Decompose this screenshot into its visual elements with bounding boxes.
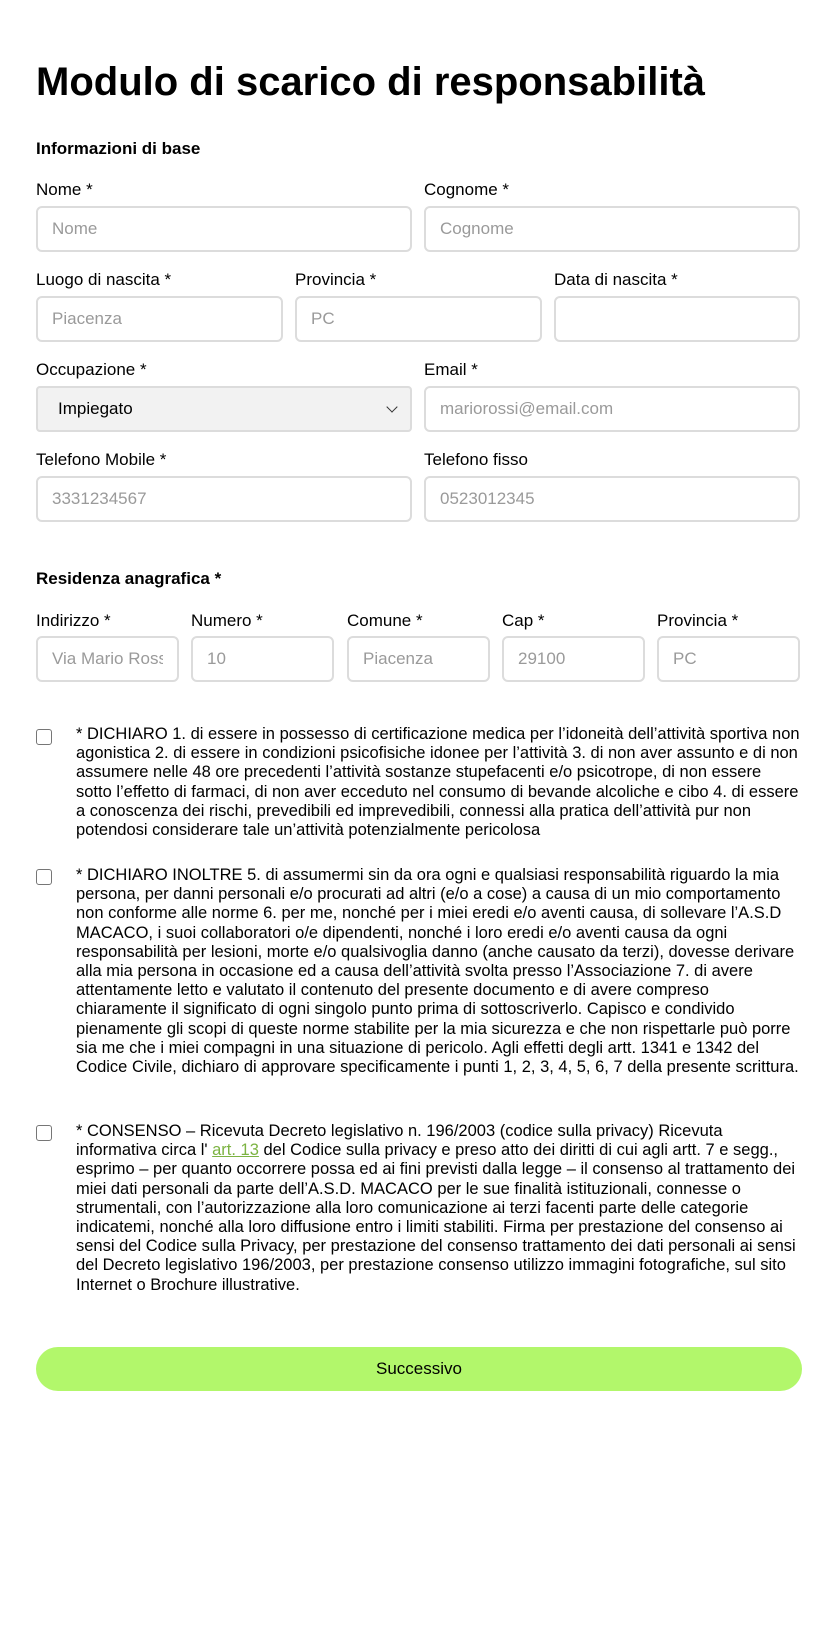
art-13-link[interactable]: art. 13 [212,1141,259,1160]
consenso-text-body: del Codice sulla privacy e preso atto dei diritti di cui agli artt. 7 e segg., esprimo – per quanto occorrere possa ed ai fini previsti dalla legge – il consenso al trattamento dei miei dati personali da parte dell’A.S.D. MACACO per le sue finalità istituzionali, connesse o strumentali, con l’autorizzazione alla loro comunicazione ai terzi facenti parte delle categorie indicatemi, nonché alla loro diffusione entro i limiti stabiliti. Firma per prestazione del consenso ai sensi del Codice sulla Privacy, per prestazione del consenso trattamento dei dati personali ai sensi del Decreto legislativo 196/2003, per prestazione consenso utilizzo immagini fotografiche, sul sito Internet o Brochure illustrative. [76,1141,796,1294]
cap-label: Cap * [502,611,545,630]
dichiaro-inoltre-text: * DICHIARO INOLTRE 5. di assumermi sin da ora ogni e qualsiasi responsabilità riguardo la mia persona, per danni personali e/o procurati ad altri (e/o a cose) a causa di un mio comportamento non conforme alle norme 6. per me, nonché per i miei eredi e/o aventi causa, di sollevare l’A.S.D MACACO, i suoi collaboratori o/e dipendenti, nonché i loro eredi e/o aventi causa da ogni responsabilità per lesioni, morte e/o qualsivoglia danno (anche causato da terzi), dovesse derivare alla mia persona in occasione ed a causa dell’attività svolta presso l’Associazione 7. di avere attentamente letto e valutato il contenuto del presente documento e di avere compreso chiaramente il significato di ogni singolo punto prima di sottoscriverlo. Capisco e condivido pienamente gli scopi di queste norme stabilite per la mia sicurezza e che non rispettarle può porre sia me che i miei compagni in una situazione di pericolo. Agli effetti degli artt. 1341 e 1342 del Codice Civile, dichiaro di approvare specificamente i punti 1, 2, 3, 4, 5, 6, 7 della presente scrittura. [76,866,799,1077]
luogo-nascita-input[interactable] [36,296,283,342]
data-nascita-input[interactable] [554,296,800,342]
page-title: Modulo di scarico di responsabilità [36,60,706,104]
indirizzo-input[interactable] [36,636,179,682]
email-label: Email * [424,360,478,379]
provincia-nascita-input[interactable] [295,296,542,342]
email-input[interactable] [424,386,800,432]
nome-label: Nome * [36,180,93,199]
occupazione-selected-value: Impiegato [58,399,133,418]
occupazione-label: Occupazione * [36,360,147,379]
dichiaro-text: * DICHIARO 1. di essere in possesso di certificazione medica per l’idoneità dell’attività sportiva non agonistica 2. di essere in condizioni psicofisiche idonee per l’attività 3. di non aver assunto e di non assumere nelle 48 ore precedenti l’attività sostanze stupefacenti e/o psicotrope, di non essere sotto l’effetto di farmaci, di non aver ecceduto nel consumo di bevande alcoliche e cibo 4. di essere a conoscenza dei rischi, prevedibili ed imprevedibili, connessi alla pratica dell’attività pur non potendosi considerare tale un’attività potenzialmente pericolosa [76,725,800,840]
telefono-fisso-label: Telefono fisso [424,450,528,469]
dichiaro-inoltre-checkbox[interactable] [36,869,52,885]
luogo-nascita-label: Luogo di nascita * [36,270,172,289]
dichiaro-checkbox[interactable] [36,729,52,745]
provincia-residenza-input[interactable] [657,636,800,682]
comune-label: Comune * [347,611,423,630]
section-title-residence: Residenza anagrafica * [36,569,222,588]
numero-input[interactable] [191,636,334,682]
cap-input[interactable] [502,636,645,682]
data-nascita-label: Data di nascita * [554,270,678,289]
consenso-text-intro: * CONSENSO – Ricevuta Decreto legislativo n. 196/2003 (codice sulla privacy) Ricevuta informativa circa l' [76,1122,723,1160]
telefono-fisso-input[interactable] [424,476,800,522]
telefono-mobile-label: Telefono Mobile * [36,450,167,469]
indirizzo-label: Indirizzo * [36,611,111,630]
cognome-label: Cognome * [424,180,510,199]
provincia-nascita-label: Provincia * [295,270,377,289]
nome-input[interactable] [36,206,412,252]
section-title-base-info: Informazioni di base [36,139,201,158]
consenso-text [76,1122,800,1295]
occupazione-select[interactable] [36,386,412,432]
consenso-checkbox[interactable] [36,1125,52,1141]
provincia-residenza-label: Provincia * [657,611,739,630]
cognome-input[interactable] [424,206,800,252]
successivo-button[interactable]: Successivo [36,1347,802,1391]
numero-label: Numero * [191,611,263,630]
telefono-mobile-input[interactable] [36,476,412,522]
comune-input[interactable] [347,636,490,682]
chevron-down-icon [386,401,397,412]
